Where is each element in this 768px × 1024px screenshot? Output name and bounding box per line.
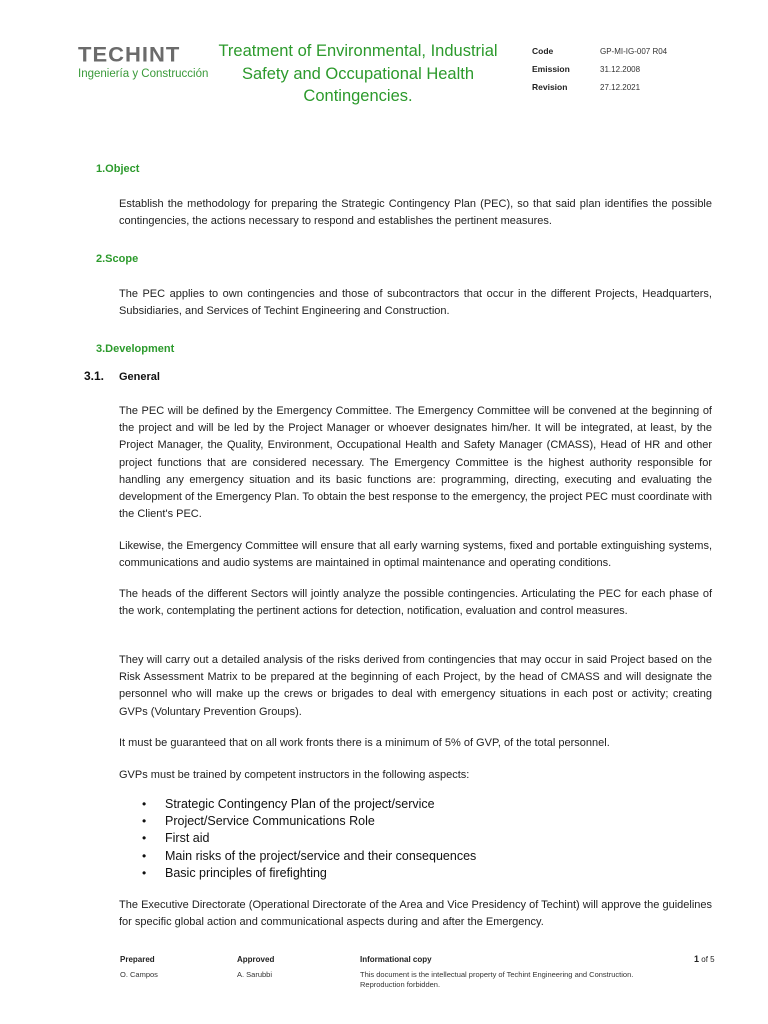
object-paragraph: Establish the methodology for preparing the Strategic Contingency Plan (PEC), so that said plan identifies the possible contingencies, the actions necessary to respond and establishes the pertinent measures. <box>119 198 712 228</box>
page-total: of 5 <box>701 955 715 964</box>
bullet-icon: • <box>142 831 147 846</box>
list-item-text: Main risks of the project/service and their consequences <box>165 848 477 863</box>
development-paragraph: Likewise, the Emergency Committee will ensure that all early warning systems, fixed and portable extinguishing systems, communications and audio systems are maintained in optimal maintenance and operating conditions. <box>119 540 712 570</box>
section-heading-development: 3.Development <box>96 343 175 355</box>
meta-value: GP-MI-IG-007 R04 <box>600 46 668 56</box>
bullet-icon: • <box>142 865 147 880</box>
meta-label: Revision <box>532 82 568 92</box>
development-paragraph: It must be guaranteed that on all work fronts there is a minimum of 5% of GVP, of the total personnel. <box>119 737 610 749</box>
list-item <box>140 865 660 882</box>
bullet-icon: • <box>142 848 147 863</box>
meta-label: Code <box>532 46 554 56</box>
subsection-title: General <box>119 371 160 383</box>
prepared-value: O. Campos <box>120 970 158 979</box>
informational-label: Informational copy <box>360 955 432 964</box>
document-title: Treatment of Environmental, Industrial Safety and Occupational Health Contingencies. <box>218 42 498 105</box>
development-paragraph: The heads of the different Sectors will jointly analyze the possible contingencies. Articulating the PEC for each phase of the work, contemplating the pertinent actions for detection, notification, evaluation and control measures. <box>119 588 712 618</box>
section-heading-object: 1.Object <box>96 163 140 175</box>
approved-value: A. Sarubbi <box>237 970 273 979</box>
prepared-label: Prepared <box>120 955 155 964</box>
informational-value: This document is the intellectual property of Techint Engineering and Construction. Reproduction forbidden. <box>360 970 634 989</box>
page-number <box>694 954 715 964</box>
subsection-number: 3.1. <box>84 369 105 383</box>
development-paragraph: They will carry out a detailed analysis of the risks derived from contingencies that may occur in said Project based on the Risk Assessment Matrix to be prepared at the beginning of each Project, by the head of CMASS and will designate the personnel who will make up the crews or brigades to deal with emergency situations in each post or activity; creating GVPs (Voluntary Prevention Groups). <box>119 654 712 718</box>
footer-informational <box>360 954 680 990</box>
logo-subtitle: Ingeniería y Construcción <box>78 68 209 80</box>
list-item-text: Project/Service Communications Role <box>165 814 375 829</box>
meta-code <box>532 42 732 60</box>
footer-prepared <box>120 954 158 980</box>
document-header <box>0 36 768 116</box>
document-meta <box>532 42 732 96</box>
closing-paragraph: The Executive Directorate (Operational Directorate of the Area and Vice Presidency of Techint) will approve the guidelines for specific global action and communicational aspects during and after the Emergency. <box>119 899 712 929</box>
techint-logo <box>78 42 209 81</box>
list-item <box>140 848 660 865</box>
bullet-icon: • <box>142 814 147 829</box>
list-item-text: Strategic Contingency Plan of the project/service <box>165 797 435 811</box>
list-item <box>140 813 660 830</box>
bullet-icon: • <box>142 797 147 811</box>
logo-wordmark: TECHINT <box>78 42 181 67</box>
development-paragraph: The PEC will be defined by the Emergency Committee. The Emergency Committee will be convened at the beginning of the project and will be led by the Project Manager or whoever designates him/her. It will be integrated, at least, by the Project Manager, the Quality, Environment, Occupational Health and Safety Manager (CMASS), Head of HR and other project functions that are considered necessary. The Emergency Committee is the highest authority responsible for handling any emergency situation and its basic functions are: programming, directing, executing and evaluating the development of the Emergency Plan. To obtain the best response to the emergency, the project PEC must coordinate with the Client's PEC. <box>119 405 712 521</box>
scope-paragraph: The PEC applies to own contingencies and those of subcontractors that occur in the different Projects, Headquarters, Subsidiaries, and Services of Techint Engineering and Construction. <box>119 288 712 318</box>
page-current: 1 <box>694 954 700 964</box>
subsection-heading-general <box>84 369 160 383</box>
list-item-text: Basic principles of firefighting <box>165 865 327 880</box>
meta-value: 27.12.2021 <box>600 82 641 92</box>
meta-revision <box>532 78 732 96</box>
development-paragraph: GVPs must be trained by competent instructors in the following aspects: <box>119 769 470 781</box>
document-footer <box>0 954 768 994</box>
meta-label: Emission <box>532 64 570 74</box>
meta-value: 31.12.2008 <box>600 64 641 74</box>
list-item-text: First aid <box>165 831 210 846</box>
training-aspects-list <box>140 796 660 882</box>
approved-label: Approved <box>237 955 275 964</box>
meta-emission <box>532 60 732 78</box>
list-item <box>140 830 660 847</box>
list-item <box>140 796 660 813</box>
footer-approved <box>237 954 274 980</box>
section-heading-scope: 2.Scope <box>96 253 139 265</box>
